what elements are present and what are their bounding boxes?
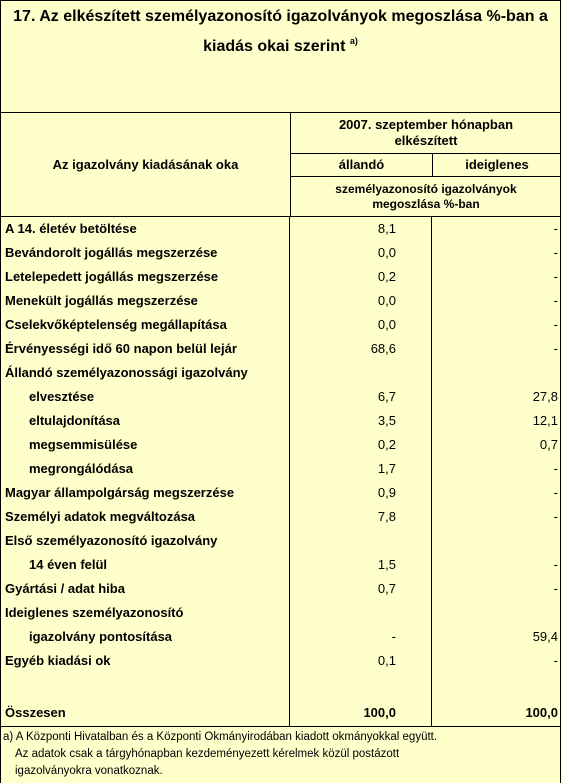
row-value-ideiglenes: 27,8	[532, 389, 558, 404]
table-row	[1, 553, 562, 577]
period-line-1: 2007. szeptember hónapban	[338, 117, 514, 132]
title-line-2	[1, 29, 560, 59]
table-title	[0, 0, 561, 112]
footnote-line-1: a) A Központi Hivatalban és a Központi Okmányirodában kiadott okmányokkal együtt.	[3, 731, 438, 743]
row-value-ideiglenes: -	[553, 221, 558, 236]
row-value-allando: 68,6	[370, 341, 396, 356]
row-header-label: Az igazolvány kiadásának oka	[52, 156, 239, 172]
row-label: Magyar állampolgárság megszerzése	[5, 485, 235, 500]
table-row	[1, 217, 562, 241]
row-label: Érvényességi idő 60 napon belül lejár	[5, 341, 237, 356]
table-row	[1, 433, 562, 457]
title-line-2-text: kiadás okai szerint	[203, 38, 346, 55]
row-label: elvesztése	[29, 389, 95, 404]
row-label: Bevándorolt jogállás megszerzése	[5, 245, 218, 260]
table-row	[1, 385, 562, 409]
row-label: A 14. életév betöltése	[5, 221, 137, 236]
row-value-allando: -	[391, 629, 396, 644]
row-value-allando: 7,8	[377, 509, 396, 524]
table-body	[0, 217, 561, 726]
row-value-allando: 8,1	[377, 221, 396, 236]
row-label: Cselekvőképtelenség megállapítása	[5, 317, 227, 332]
row-label: megrongálódása	[29, 461, 134, 476]
row-value-ideiglenes: -	[553, 293, 558, 308]
table-header	[0, 112, 561, 217]
table-row	[1, 289, 562, 313]
table-row	[1, 601, 562, 625]
row-value-ideiglenes: 59,4	[532, 629, 558, 644]
row-label: Letelepedett jogállás megszerzése	[5, 269, 219, 284]
total-row	[1, 701, 562, 725]
row-label: Ideiglenes személyazonosító	[5, 605, 184, 620]
row-value-allando: 0,2	[377, 269, 396, 284]
row-value-allando: 0,0	[377, 245, 396, 260]
row-label: Menekült jogállás megszerzése	[5, 293, 198, 308]
row-value-ideiglenes: -	[553, 509, 558, 524]
row-value-ideiglenes: -	[553, 581, 558, 596]
row-label: 14 éven felül	[29, 557, 108, 572]
row-value-allando: 0,0	[377, 317, 396, 332]
row-value-ideiglenes: -	[553, 269, 558, 284]
row-value-allando: 0,7	[377, 581, 396, 596]
table-row	[1, 265, 562, 289]
title-line-1: 17. Az elkészített személyazonosító igazolványok megoszlása %-ban a	[13, 8, 548, 25]
unit-header	[291, 177, 561, 216]
row-value-ideiglenes: -	[553, 485, 558, 500]
row-label: Egyéb kiadási ok	[5, 653, 111, 668]
table-row	[1, 337, 562, 361]
table-row	[1, 649, 562, 673]
table-row	[1, 361, 562, 385]
row-label: Személyi adatok megváltozása	[5, 509, 196, 524]
table-row	[1, 313, 562, 337]
row-label: Első személyazonosító igazolvány	[5, 533, 218, 548]
row-value-ideiglenes: -	[553, 461, 558, 476]
row-value-ideiglenes: -	[553, 557, 558, 572]
row-value-ideiglenes: -	[553, 653, 558, 668]
col-header-ideiglenes: ideiglenes	[465, 157, 529, 172]
unit-line-1: személyazonosító igazolványok	[335, 181, 517, 196]
table-row	[1, 505, 562, 529]
row-label: eltulajdonítása	[29, 413, 121, 428]
row-value-allando: 1,7	[377, 461, 396, 476]
table-row	[1, 241, 562, 265]
table-row	[1, 529, 562, 553]
row-value-allando: 1,5	[377, 557, 396, 572]
total-value-ideiglenes: 100,0	[525, 705, 558, 720]
col-header-allando: állandó	[338, 157, 385, 172]
row-value-allando: 0,2	[377, 437, 396, 452]
total-label: Összesen	[5, 705, 66, 720]
table-row	[1, 457, 562, 481]
row-value-ideiglenes: 12,1	[532, 413, 558, 428]
title-note-mark: a)	[349, 36, 358, 46]
row-label: igazolvány pontosítása	[29, 629, 173, 644]
footnote	[0, 726, 561, 783]
row-value-allando: 0,0	[377, 293, 396, 308]
footnote-line-2: Az adatok csak a tárgyhónapban kezdeményezett kérelmek közül postázott	[15, 748, 400, 760]
period-header	[291, 113, 561, 153]
footnote-line-3: igazolványokra vonatkoznak.	[15, 765, 163, 777]
row-label: Állandó személyazonossági igazolvány	[5, 365, 248, 380]
table-row	[1, 481, 562, 505]
row-value-allando: 6,7	[377, 389, 396, 404]
row-value-allando: 3,5	[377, 413, 396, 428]
row-value-ideiglenes: 0,7	[539, 437, 558, 452]
row-label: megsemmisülése	[29, 437, 138, 452]
row-value-ideiglenes: -	[553, 317, 558, 332]
table-row	[1, 577, 562, 601]
period-line-2: elkészített	[394, 133, 458, 148]
row-value-ideiglenes: -	[553, 341, 558, 356]
row-label: Gyártási / adat hiba	[5, 581, 125, 596]
total-value-allando: 100,0	[363, 705, 396, 720]
row-value-allando: 0,9	[377, 485, 396, 500]
unit-line-2: megoszlása %-ban	[372, 196, 480, 211]
table-row	[1, 409, 562, 433]
table-row	[1, 625, 562, 649]
row-value-allando: 0,1	[377, 653, 396, 668]
row-value-ideiglenes: -	[553, 245, 558, 260]
